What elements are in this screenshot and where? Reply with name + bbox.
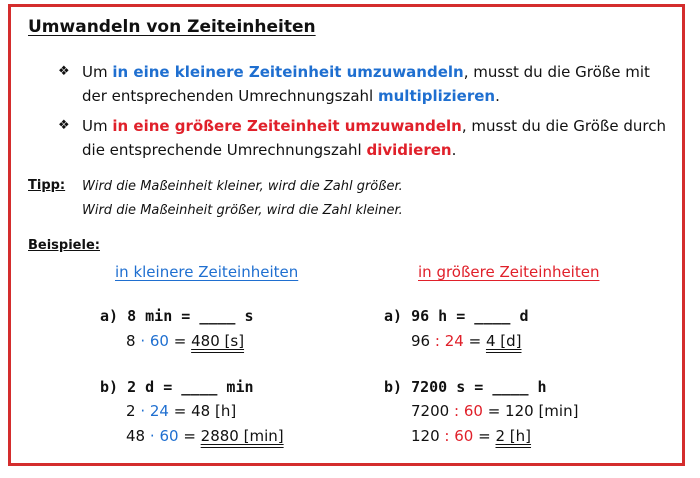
examples-label: Beispiele: <box>28 238 100 253</box>
example-task: b) 2 d = ____ min <box>100 378 254 396</box>
final-result: 4 [d] <box>485 332 522 350</box>
final-result: 480 [s] <box>191 332 245 350</box>
example-task: a) 96 h = ____ d <box>384 307 529 325</box>
tipp-line: Wird die Maßeinheit kleiner, wird die Zahl größer. <box>82 179 403 194</box>
example-task: a) 8 min = ____ s <box>100 307 254 325</box>
example-step: 48 · 60 = 2880 [min] <box>126 427 284 445</box>
rule-action: dividieren <box>366 141 452 159</box>
final-result: 2 [h] <box>495 427 532 445</box>
tipp-line: Wird die Maßeinheit größer, wird die Zahl kleiner. <box>82 203 403 218</box>
rule-highlight: in eine größere Zeiteinheit umzuwandeln <box>112 117 462 135</box>
final-result: 2880 [min] <box>200 427 284 445</box>
example-step: 7200 : 60 = 120 [min] <box>411 402 579 420</box>
example-task: b) 7200 s = ____ h <box>384 378 547 396</box>
diamond-bullet-icon: ❖ <box>58 118 70 133</box>
page-title: Umwandeln von Zeiteinheiten <box>28 17 316 37</box>
diamond-bullet-icon: ❖ <box>58 64 70 79</box>
column-heading-larger: in größere Zeiteinheiten <box>418 263 600 281</box>
example-step: 120 : 60 = 2 [h] <box>411 427 532 445</box>
rule-action: multiplizieren <box>378 87 496 105</box>
rule-highlight: in eine kleinere Zeiteinheit umzuwandeln <box>112 63 464 81</box>
example-step: 2 · 24 = 48 [h] <box>126 402 237 420</box>
column-heading-smaller: in kleinere Zeiteinheiten <box>115 263 299 281</box>
tipp-label: Tipp: <box>28 178 66 193</box>
example-step: 96 : 24 = 4 [d] <box>411 332 522 350</box>
example-step: 8 · 60 = 480 [s] <box>126 332 245 350</box>
